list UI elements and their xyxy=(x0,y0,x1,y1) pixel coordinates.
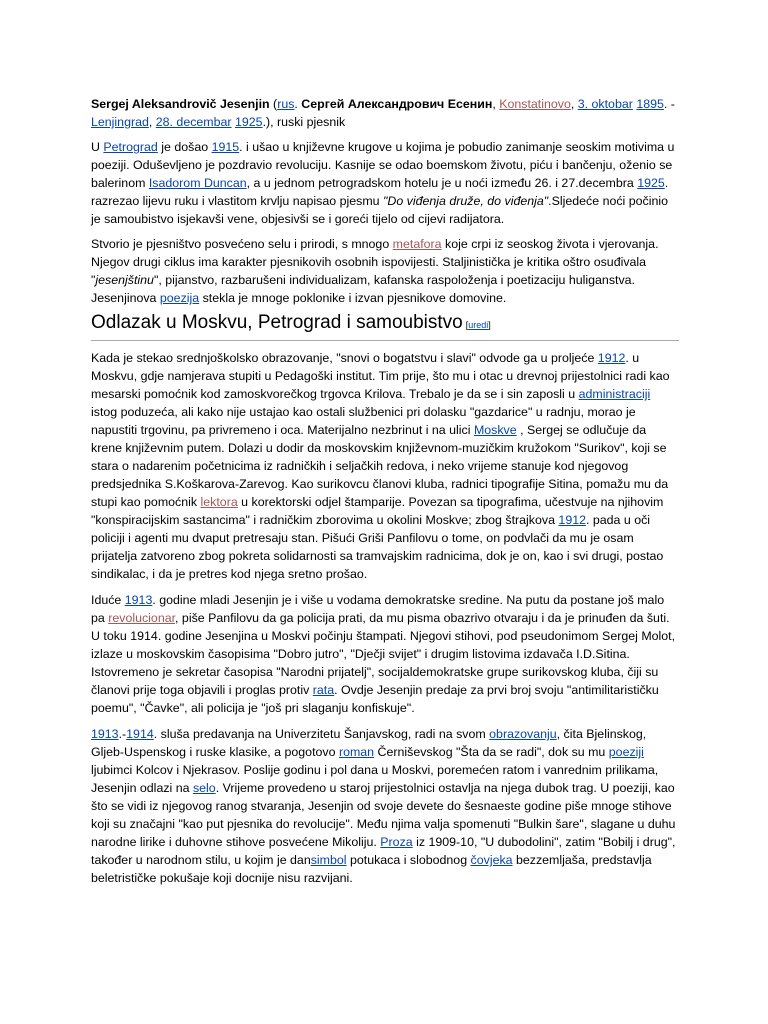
roman-link[interactable]: roman xyxy=(338,745,375,759)
death-year-link[interactable]: 1925 xyxy=(234,115,263,129)
text: ( xyxy=(269,97,278,111)
jesenjstina-term: jesenjštinu xyxy=(95,273,154,287)
subject-name: Sergej Aleksandrovič Jesenjin xyxy=(91,97,270,111)
text: .Sljedeće noći počinio je samoubistvo isjekavši vene, objesivši se i goreći tijelo od cijevi radijatora. xyxy=(91,194,669,226)
cyrillic-name: Сергей Александрович Есенин xyxy=(301,97,493,111)
year-1925-link[interactable]: 1925 xyxy=(637,176,665,190)
birthplace-link[interactable]: Konstatinovo xyxy=(499,97,571,111)
text: Kada je stekao srednjoškolsko obrazovanje, "snovi o bogatstvu i slavi" odvode ga u proljeće xyxy=(91,351,598,365)
poezija-link[interactable]: poezija xyxy=(159,291,200,305)
text: . xyxy=(294,97,302,111)
text: ljubimci Kolcov i Njekrasov. Poslije godinu i pol dana u Moskvi, poremećen ratom i vanrednim prilikama, Jesenjin odlazi na xyxy=(91,763,659,795)
text: , a u jednom petrogradskom hotelu je u noći između 26. i 27.decembra xyxy=(246,176,638,190)
text: . i ušao u književne krugove u kojima je pobudio zanimanje seoskim motivima u poeziji. Oduševljeno je pozdravio revoluciju. Kasnije se odao boemskom životu, piću i bančenju, oženio se balerinom xyxy=(91,140,675,190)
revolucionar-link[interactable]: revolucionar xyxy=(108,611,176,625)
text: je došao xyxy=(157,140,212,154)
text: . godine mladi Jesenjin je i više u vodama demokratske sredine. Na putu da postane još malo pa xyxy=(91,593,665,625)
selo-link[interactable]: selo xyxy=(192,781,216,795)
poetry-paragraph xyxy=(91,235,679,307)
year-1913-link[interactable]: 1913 xyxy=(124,593,153,607)
text: , xyxy=(570,97,578,111)
metafora-link[interactable]: metafora xyxy=(392,237,442,251)
year-1913-paragraph xyxy=(91,591,679,717)
text: U xyxy=(91,140,104,154)
text: u korektorski odjel štamparije. Povezan sa tipografima, učestvuje na njihovim "konspiracijskim sastancima" i radničkim zborovima u okolini Moskve; zbog štrajkova xyxy=(91,495,664,527)
text: Stvorio je pjesništvo posvećeno selu i prirodi, s mnogo xyxy=(91,237,393,251)
administraciji-link[interactable]: administraciji xyxy=(578,387,651,401)
death-day-link[interactable]: 28. decembar xyxy=(155,115,232,129)
text: .- xyxy=(118,727,127,741)
text: istog poduzeća, ali kako nije ustajao kao ostali službenici pri dolasku "gazdarice" u radnju, morao je napustiti trgovinu, pa privremeno i oca. Materijalno nezbrinut i na ulici xyxy=(91,405,636,437)
proza-link[interactable]: Proza xyxy=(380,835,413,849)
intro-paragraph xyxy=(91,95,679,131)
article-body xyxy=(91,95,679,887)
year-1912b-link[interactable]: 1912 xyxy=(558,513,586,527)
text: Iduće xyxy=(91,593,125,607)
text: , piše Panfilovu da ga policija prati, da mu pisma obazrivo otvaraju i da je prinuđen da šuti. U toku 1914. godine Jesenjina u Moskvi počinju štampati. Njegovi stihovi, pod pseudonimom Sergej Molot, izlaze u moskovskim časopisima "Dobro jutro", "Dječji svijet" i drugim listovima izdavača I.D.Sitina. Istovremeno je sekretar časopisa "Narodni prijatelj", socijaldemokratske grupe surikovskog kluba, čiji su članovi prije toga objavili i proglas protiv xyxy=(91,611,676,697)
text: Černiševskog "Šta da se radi", dok su mu xyxy=(374,745,609,759)
petrograd-link[interactable]: Petrograd xyxy=(103,140,158,154)
edit-section xyxy=(466,320,491,330)
section-heading xyxy=(91,312,679,341)
birth-day-link[interactable]: 3. oktobar xyxy=(577,97,633,111)
text: , Sergej se odlučuje da krene književnim putem. Dolazi u dodir da moskovskim književnom-muzičkim kružokom "Surikov", koji se stara o nadarenim početnicima iz radničkih i seljačkih redova, i neko vrijeme stanuje kod njegovog predsjednika S.Koškarova-Zarevog. Kao surikovcu članovi kluba, radnici tipografije Sitina, pomažu mu da stupi kao pomoćnik xyxy=(91,423,669,509)
covjeka-link[interactable]: čovjeka xyxy=(470,853,513,867)
year-1912-link[interactable]: 1912 xyxy=(597,351,626,365)
text: ] xyxy=(488,320,491,330)
year-1913b-link[interactable]: 1913 xyxy=(91,727,119,741)
lektora-link[interactable]: lektora xyxy=(200,495,238,509)
text: ", pijanstvo, razbarušeni individualizam, kafanska raspoloženja i poetizaciju huliganstva. Jesenjinova xyxy=(91,273,635,305)
text: . razrezao lijevu ruku i vlastitom krvlju napisao pjesmu xyxy=(91,176,669,208)
university-paragraph xyxy=(91,725,679,887)
birth-year-link[interactable]: 1895 xyxy=(636,97,664,111)
biography-paragraph xyxy=(91,138,679,228)
text: . u Moskvu, gdje namjerava stupiti u Pedagoški institut. Tim prije, što mu i otac u drevnoj prijestolnici radi kao mesarski pomoćnik kod zamoskvorečkog trgovca Krilova. Trebalo je da se i sin zaposli u xyxy=(91,351,670,401)
rus-link[interactable]: rus xyxy=(277,97,295,111)
text: . pada u oči policiji i agenti mu dvaput pretresaju stan. Pišući Griši Panfilovu o tome, on podvlači da mu je osam prijatelja zatvoreno zbog pokreta solidarnosti sa tramvajskim radnicima, dok je on, kao i svi drugi, postao sindikalac, i da je pretres kod njega sretno prošao. xyxy=(91,513,664,581)
text: iz 1909-10, "U dubodolini", zatim "Bobilj i drug", također u narodnom stilu, u kojim je dan xyxy=(91,835,676,867)
year-1915-link[interactable]: 1915 xyxy=(211,140,240,154)
simbol-link[interactable]: simbol xyxy=(310,853,347,867)
edit-section-link[interactable]: uredi xyxy=(468,320,489,330)
text: , čita Bjelinskog, Gljeb-Uspenskog i ruske klasike, a pogotovo xyxy=(91,727,647,759)
text: . sluša predavanja na Univerzitetu Šanjavskog, radi na svom xyxy=(153,727,490,741)
death-place-link[interactable]: Lenjingrad xyxy=(91,115,149,129)
text: .), ruski pjesnik xyxy=(262,115,346,129)
text: , xyxy=(148,115,156,129)
poem-title: "Do viđenja druže, do viđenja" xyxy=(383,194,549,208)
rata-link[interactable]: rata xyxy=(312,683,335,697)
section-title: Odlazak u Moskvu, Petrograd i samoubistvo xyxy=(91,312,463,333)
isadora-duncan-link[interactable]: Isadorom Duncan xyxy=(148,176,247,190)
year-1914-link[interactable]: 1914 xyxy=(126,727,154,741)
text: koje crpi iz seoskog života i vjerovanja. Njegov drugi ciklus ima karakter pjesnikovih osobnih ispovijesti. Staljinistička je kritika oštro osuđivala " xyxy=(91,237,659,287)
poeziji-link[interactable]: poeziji xyxy=(608,745,644,759)
text: potukaca i slobodnog xyxy=(346,853,471,867)
moskve-link[interactable]: Moskve xyxy=(473,423,517,437)
text: . Ovdje Jesenjin predaje za prvi broj svoju "antimilitarističku poemu", "Čavke", ali policija je "još pri slaganju konfiskuje". xyxy=(91,683,659,715)
text: . - xyxy=(663,97,675,111)
text: stekla je mnoge poklonike i izvan pjesnikove domovine. xyxy=(199,291,507,305)
moscow-paragraph xyxy=(91,349,679,583)
text: . Vrijeme provedeno u staroj prijestolnici ostavlja na njega dubok trag. U poeziji, kao što se vidi iz njegovog ranog stvaranja, Jesenjin od svoje devete do šesnaeste godine piše mnoge stihove koji su značajni "kao put pjesnika do revolucije". Među njima valja spomenuti "Bulkin šare", slagane u duhu narodne lirike i duhovne stihove posvećene Mikoliju. xyxy=(91,781,676,849)
obrazovanju-link[interactable]: obrazovanju xyxy=(489,727,557,741)
text: bezzemljaša, predstavlja beletrističke pokušaje koji docnije nisu razvijani. xyxy=(91,853,652,885)
text: , xyxy=(492,97,500,111)
text: [ xyxy=(465,320,469,330)
